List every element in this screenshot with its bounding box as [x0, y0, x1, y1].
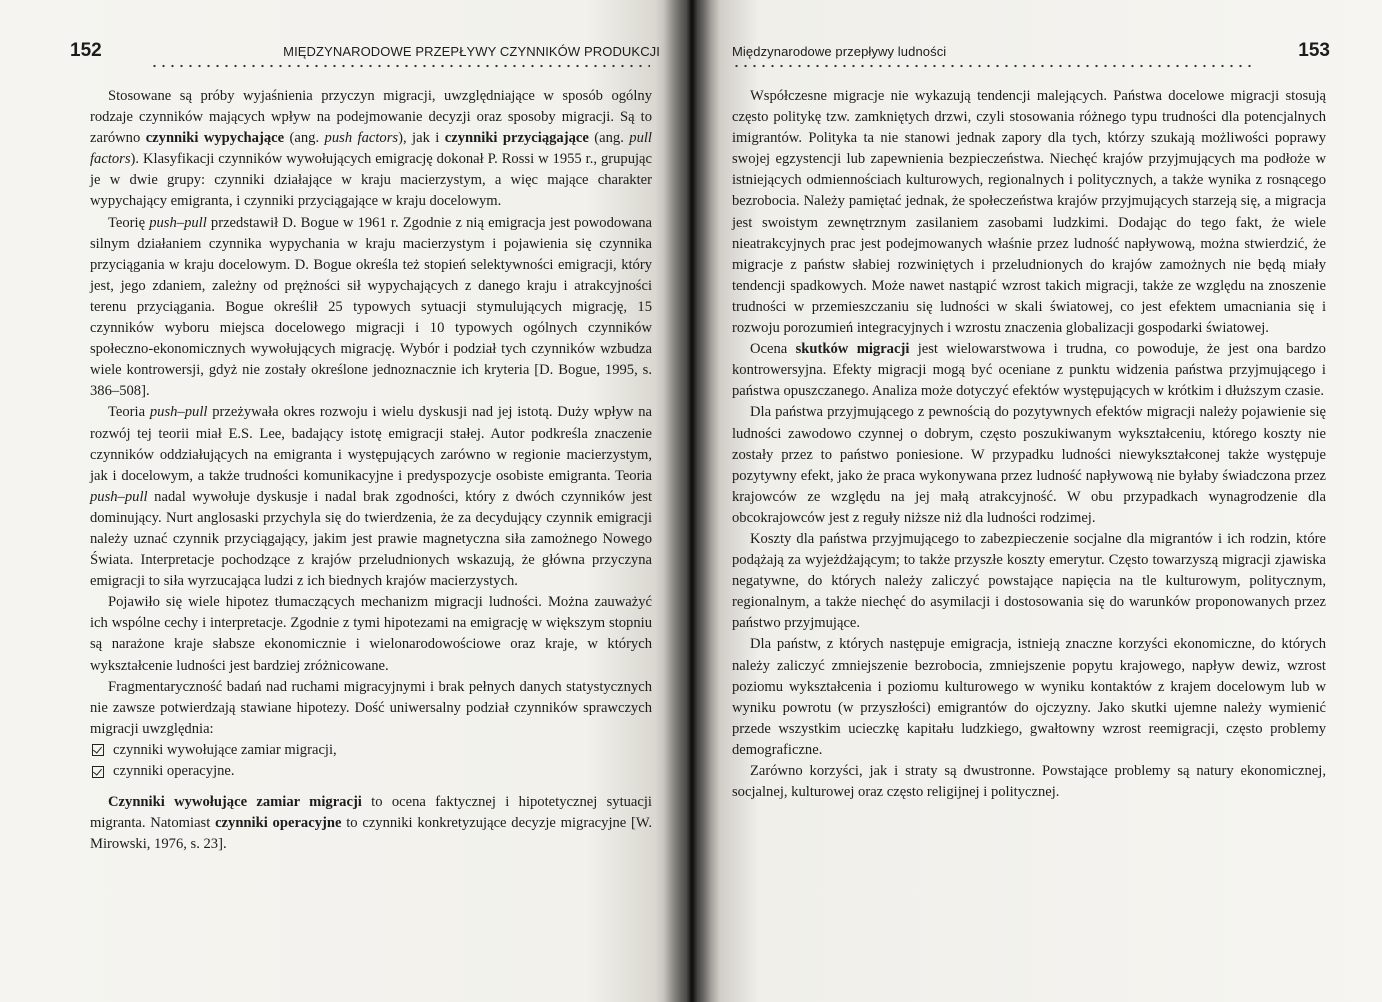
- left-page-header: [70, 40, 660, 64]
- paragraph: Teorię push–pull przedstawił D. Bogue w 1961 r. Zgodnie z nią emigracja jest powodowana silnym działaniem czynnika wypychania w kraju macierzystym i pojawienia się czynnika przyciągania w kraju docelowym. D. Bogue określa też stopień selektywności emigracji, który jest, jego zdaniem, zależny od prężności sił wypychających z danego kraju i atrakcyjności terenu przyciągania. Bogue określił 25 typowych sytuacji stymulujących migrację, 15 czynników wyboru miejsca docelowego migracji i 10 typowych ogólnych czynników społeczno-ekonomicznych wywołujących migrację. Wybór i podział tych czynników wzbudza wiele kontrowersji, gdyż nie zostały określone jednoznacznie ich kryteria [D. Bogue, 1995, s. 386–508].: [90, 214, 652, 400]
- paragraph: Dla państwa przyjmującego z pewnością do pozytywnych efektów migracji należy pojawienie się ludności zawodowo czynnej o dobrym, często poszukiwanym wykształceniu, którego koszty nie zostały przez to państwo poniesione. W przypadku ludności niewykształconej także występuje pozytywny efekt, jako że praca wykonywana przez ludność napływową nie byłaby świadczona przez krajowców ze względu na jej małą atrakcyjność. W obu przypadkach wynagrodzenie dla obcokrajowców jest z reguły niższe niż dla ludności rodzimej.: [732, 404, 1326, 526]
- paragraph: Ocena skutków migracji jest wielowarstwowa i trudna, co powoduje, że jest ona bardzo kontrowersyjna. Efekty migracji mogą być oceniane z punktu widzenia państwa przyjmującego i państwa opuszczanego. Analiza może dotyczyć efektów występujących w krótkim i dłuższym czasie.: [732, 341, 1326, 400]
- paragraph: Dla państw, z których następuje emigracja, istnieją znaczne korzyści ekonomiczne, do których należy zaliczyć zmniejszenie bezrobocia, zmniejszenie popytu krajowego, napływ dewiz, wzrost poziomu wykształcenia i poziomu kulturowego w wyniku kontaktów z krajem docelowym lub w wyniku powrotu (w przyszłości) emigrantów do ojczyzny. Jako skutki ujemne należy wymienić przede wszystkim ucieczkę kapitału ludzkiego, gwałtowny wzrost reemigracji, często problemy demograficzne.: [732, 636, 1326, 758]
- right-page: [690, 0, 1382, 1002]
- checklist: [90, 740, 652, 782]
- book-spine-shadow: [664, 0, 720, 1002]
- checkbox-checked-icon: [92, 766, 104, 778]
- paragraph: Stosowane są próby wyjaśnienia przyczyn migracji, uwzględniające w sposób ogólny rodzaje czynników mających wpływ na podejmowanie decyzji oraz sposoby migracji. Są to zarówno czynniki wypychające (ang. push factors), jak i czynniki przyciągające (ang. pull factors). Klasyfikacji czynników wywołujących emigrację dokonał P. Rossi w 1955 r., grupując je w dwie grupy: czynniki działające w kraju macierzystym, a więc mające charakter wypychający emigranta, i czynniki przyciągające w kraju docelowym.: [90, 88, 652, 210]
- list-item: czynniki operacyjne.: [90, 761, 652, 782]
- list-item: czynniki wywołujące zamiar migracji,: [90, 740, 652, 761]
- paragraph: Współczesne migracje nie wykazują tendencji malejących. Państwa docelowe migracji stosują często politykę tzw. zamkniętych drzwi, czyli stosowania różnego typu trudności dla potencjalnych imigrantów. Polityka ta nie stanowi jednak zapory dla tych, którzy szukają możliwości poprawy swojej egzystencji lub zapewnienia bezpieczeństwa. Niechęć krajów przyjmujących ma podłoże w istniejących odmiennościach kulturowych, regionalnych i politycznych, a także wynika z rosnącego bezrobocia. Należy pamiętać jednak, że społeczeństwa krajów przyjmujących starzeją się, a migracja jest swoistym zewnętrznym zasilaniem zasobami ludzkimi. Dodając do tego fakt, że wiele nieatrakcyjnych prac jest podejmowanych właśnie przez ludność napływową, można stwierdzić, że migracje z państw słabiej rozwiniętych i przeludnionych do krajów zamożnych nie będą miały tendencji spadkowych. Może nawet nastąpić wzrost takich migracji, także ze względu na znoszenie trudności w przemieszczaniu się ludności w skali światowej, co jest efektem umacniania się i rozwoju porozumień integracyjnych i wzrostu znaczenia globalizacji gospodarki światowej.: [732, 88, 1326, 337]
- paragraph: Koszty dla państwa przyjmującego to zabezpieczenie socjalne dla migrantów i ich rodzin, które podążają za wyjeżdżającym; to także przyszłe koszty emerytur. Często towarzyszą migracji zjawiska negatywne, do których należy zaliczyć powstające napięcia na tle kulturowym, politycznym, regionalnym, a także niechęć do asymilacji i dostosowania się do warunków proponowanych przez państwo przyjmujące.: [732, 530, 1326, 632]
- paragraph: Fragmentaryczność badań nad ruchami migracyjnymi i brak pełnych danych statystycznych nie zawsze potwierdzają stawiane hipotezy. Dość uniwersalny podział czynników sprawczych migracji uwzględnia:: [90, 678, 652, 737]
- paragraph: Teoria push–pull przeżywała okres rozwoju i wielu dyskusji nad jej istotą. Duży wpływ na rozwój tej teorii miał E.S. Lee, badający istotę emigracji stałej. Autor podkreśla znaczenie czynników oddziałujących na emigranta i występujących zarówno w regionie macierzystym, jak i docelowym, a także trudności komunikacyjne i predyspozycje osobiste emigranta. Teoria push–pull nadal wywołuje dyskusje i nadal brak zgodności, który z dwóch czynników jest dominujący. Nurt anglosaski przychyla się do twierdzenia, że za decydujący czynnik emigracji należy uznać czynnik przyciągający, jakim jest prawie magnetyczna siła zamożnego Nowego Świata. Interpretacje pochodzące z krajów przeludnionych wskazują, że główna przyczyna emigracji to siła wyrzucająca ludzi z ich biednych krajów macierzystych.: [90, 404, 652, 590]
- paragraph: Zarówno korzyści, jak i straty są dwustronne. Powstające problemy są natury ekonomicznej, socjalnej, kulturowej oraz często religijnej i politycznej.: [732, 763, 1326, 801]
- right-page-header: [730, 40, 1330, 64]
- paragraph: Pojawiło się wiele hipotez tłumaczących mechanizm migracji ludności. Można zauważyć ich wspólne cechy i interpretacje. Zgodnie z tymi hipotezami na emigrację w większym stopniu są narażone kraje słabsze ekonomicznie i wielonarodowościowe oraz kraje, w których wykształcenie ludności jest bardziej zróżnicowane.: [90, 594, 652, 674]
- page-number: 153: [1298, 40, 1330, 61]
- running-title: Międzynarodowe przepływy ludności: [732, 44, 947, 59]
- right-page-body: [732, 86, 1326, 803]
- left-page-body: [90, 86, 652, 855]
- dotted-rule: [732, 64, 1252, 68]
- dotted-rule: [150, 64, 650, 68]
- checkbox-checked-icon: [92, 744, 104, 756]
- running-title: MIĘDZYNARODOWE PRZEPŁYWY CZYNNIKÓW PRODUKCJI: [283, 44, 660, 59]
- left-page: [0, 0, 690, 1002]
- paragraph: Czynniki wywołujące zamiar migracji to ocena faktycznej i hipotetycznej sytuacji migranta. Natomiast czynniki operacyjne to czynniki konkretyzujące decyzje migracyjne [W. Mirowski, 1976, s. 23].: [90, 794, 652, 853]
- page-number: 152: [70, 40, 102, 61]
